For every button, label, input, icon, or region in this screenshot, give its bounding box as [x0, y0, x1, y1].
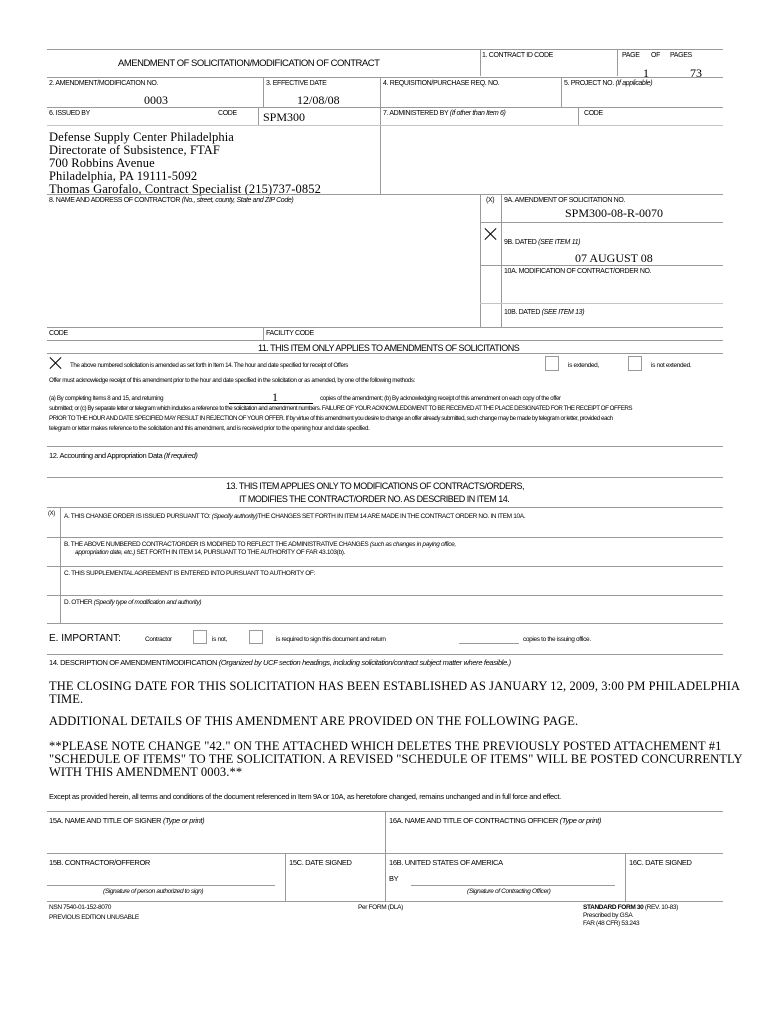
- item-13-b-line2: appropriation date, etc.) SET FORTH IN ITEM 14, PURSUANT TO THE AUTHORITY OF FAR 43.103(b).: [75, 549, 346, 556]
- project-no-label: 5. PROJECT NO. (If applicable): [564, 80, 653, 87]
- pages-value: 73: [690, 66, 702, 80]
- item-14-paragraph-2: ADDITIONAL DETAILS OF THIS AMENDMENT ARE PROVIDED ON THE FOLLOWING PAGE.: [49, 714, 579, 728]
- important-copies: copies to the issuing office.: [523, 636, 591, 643]
- issuer-address: Defense Supply Center Philadelphia Directorate of Subsistence, FTAF 700 Robbins Avenue Philadelphia, PA 19111-5092 Thomas Garofalo, Contract Specialist (215)737-0852: [49, 130, 321, 196]
- 16c-label: 16C. DATE SIGNED: [629, 858, 692, 867]
- item-11-line4: submitted; or (c) By separate letter or telegram which includes a reference to the solicitation and amendment numbers. FAILURE OF YOUR ACKNOWLEDGMENT TO BE RECEIVED AT THE PLACE DESIGNATED FOR THE RECEIPT OF OFFERS: [49, 405, 633, 412]
- important-is-not: is not,: [212, 636, 227, 643]
- issued-code-label: CODE: [218, 110, 237, 117]
- mod-10a-label: 10A. MODIFICATION OF CONTRACT/ORDER NO.: [504, 268, 652, 275]
- 15a-label: 15A. NAME AND TITLE OF SIGNER (Type or print): [49, 816, 205, 825]
- far-reference: FAR (48 CFR) 53.243: [583, 920, 640, 927]
- amendment-no-value: 0003: [144, 93, 168, 107]
- is-required-checkbox[interactable]: [249, 630, 263, 644]
- important-contractor: Contractor: [145, 636, 172, 643]
- facility-code-label: FACILITY CODE: [266, 330, 314, 337]
- per-form: Per FORM (DLA): [358, 904, 403, 911]
- item-13-title2: IT MODIFIES THE CONTRACT/ORDER NO. AS DESCRIBED IN ITEM 14.: [239, 494, 510, 504]
- item-11-checked-x-icon: [50, 357, 62, 369]
- item-11-line3b: copies of the amendment; (b) By acknowledging receipt of this amendment on each copy of the offer: [320, 395, 561, 402]
- of-label: OF: [651, 52, 661, 59]
- item-12-label: 12. Accounting and Appropriation Data (If required): [49, 451, 198, 460]
- prescribed-by: Prescribed by GSA: [583, 912, 633, 919]
- is-not-extended-label: is not extended.: [651, 362, 692, 369]
- 15c-label: 15C. DATE SIGNED: [289, 858, 352, 867]
- signature-person-caption: (Signature of person authorized to sign): [103, 888, 204, 895]
- x-column-label: (X): [486, 197, 495, 204]
- page-label: PAGE: [622, 52, 640, 59]
- dated-9b-label: 9B. DATED (SEE ITEM 11): [504, 239, 581, 246]
- dated-10b-label: 10B. DATED (SEE ITEM 13): [504, 309, 585, 316]
- 15b-label: 15B. CONTRACTOR/OFFEROR: [49, 858, 150, 867]
- item-14-paragraph-1: THE CLOSING DATE FOR THIS SOLICITATION HAS BEEN ESTABLISHED AS JANUARY 12, 2009, 3:00 PM PHILADELPHIA TIME.: [49, 679, 741, 706]
- item-13-d: D. OTHER (Specify type of modification and authority): [64, 599, 202, 606]
- item-13-b-line1: B. THE ABOVE NUMBERED CONTRACT/ORDER IS MODIFIED TO REFLECT THE ADMINISTRATIVE CHANGES (such as changes in paying office,: [64, 541, 456, 548]
- item-13-title1: 13. THIS ITEM APPLIES ONLY TO MODIFICATIONS OF CONTRACTS/ORDERS,: [226, 481, 525, 491]
- contractor-code-label: CODE: [49, 330, 68, 337]
- page-value: 1: [643, 66, 649, 80]
- item-11-line5: PRIOR TO THE HOUR AND DATE SPECIFIED MAY RESULT IN REJECTION OF YOUR OFFER. If by virtue of this amendment you desire to change an offer already submitted, such change may be made by telegram or letter, provided each: [49, 415, 613, 422]
- item-14-paragraph-3: **PLEASE NOTE CHANGE "42." ON THE ATTACHED WHICH DELETES THE PREVIOUSLY POSTED ATTACHEMENT #1 "SCHEDULE OF ITEMS" TO THE SOLICITATION. A REVISED "SCHEDULE OF ITEMS" WILL BE POSTED CONCURRENTLY WITH THIS AMENDMENT 0003.**: [49, 739, 743, 779]
- nsn-number: NSN 7540-01-152-8070: [49, 904, 112, 911]
- req-no-label: 4. REQUISITION/PURCHASE REQ. NO.: [383, 80, 500, 87]
- extended-checkbox[interactable]: [545, 356, 559, 371]
- item-11-line6: telegram or letter makes reference to the solicitation and this amendment, and is received prior to the opening hour and date specified.: [49, 425, 370, 432]
- item-11-line1: The above numbered solicitation is amended as set forth in Item 14. The hour and date specified for receipt of Offers: [70, 362, 349, 369]
- previous-edition: PREVIOUS EDITION UNUSABLE: [49, 914, 139, 921]
- amend-sol-value: SPM300-08-R-0070: [565, 206, 664, 220]
- administered-by-label: 7. ADMINISTERED BY (If other than Item 6): [383, 110, 506, 117]
- not-extended-checkbox[interactable]: [628, 356, 642, 371]
- important-label: E. IMPORTANT:: [49, 633, 121, 644]
- important-is-required: is required to sign this document and return: [276, 636, 386, 643]
- except-clause: Except as provided herein, all terms and conditions of the document referenced in Item 9A or 10A, as heretofore changed, remains unchanged and in full force and effect.: [49, 792, 561, 801]
- signature-officer-caption: (Signature of Contracting Officer): [467, 888, 551, 895]
- amend-sol-label: 9A. AMENDMENT OF SOLICITATION NO.: [504, 197, 626, 204]
- issued-by-label: 6. ISSUED BY: [49, 110, 90, 117]
- form-title: AMENDMENT OF SOLICITATION/MODIFICATION OF CONTRACT: [118, 58, 380, 69]
- 9b-checked-x-icon: [485, 228, 497, 240]
- item-13-x-label: (X): [48, 511, 55, 517]
- is-extended-label: is extended,: [568, 362, 599, 369]
- effective-date-label: 3. EFFECTIVE DATE: [266, 80, 327, 87]
- item-13-a: A. THIS CHANGE ORDER IS ISSUED PURSUANT TO: (Specify authority)THE CHANGES SET FORTH IN ITEM 14 ARE MADE IN THE CONTRACT ORDER NO. IN ITEM 10A.: [64, 513, 526, 520]
- contract-id-code-label: 1. CONTRACT ID CODE: [482, 52, 554, 59]
- amendment-no-label: 2. AMENDMENT/MODIFICATION NO.: [49, 80, 159, 87]
- item-13-c: C. THIS SUPPLEMENTAL AGREEMENT IS ENTERED INTO PURSUANT TO AUTHORITY OF:: [64, 570, 315, 577]
- 16b-label: 16B. UNITED STATES OF AMERICA: [389, 858, 503, 867]
- is-not-checkbox[interactable]: [193, 630, 207, 644]
- standard-form: STANDARD FORM 30 (REV. 10-83): [583, 904, 678, 911]
- issued-code-value: SPM300: [263, 110, 306, 124]
- item-14-label: 14. DESCRIPTION OF AMENDMENT/MODIFICATION (Organized by UCF section headings, including solicitation/contract subject matter where feasible.): [49, 658, 511, 667]
- pages-label: PAGES: [670, 52, 692, 59]
- item-11-line3a: (a) By completing Items 8 and 15, and returning: [49, 395, 164, 402]
- admin-code-label: CODE: [584, 110, 603, 117]
- by-label: BY: [389, 874, 399, 883]
- dated-9b-value: 07 AUGUST 08: [575, 251, 653, 265]
- 16a-label: 16A. NAME AND TITLE OF CONTRACTING OFFICER (Type or print): [389, 816, 601, 825]
- contractor-label: 8. NAME AND ADDRESS OF CONTRACTOR (No., street, county, State and ZIP Code): [49, 197, 294, 204]
- effective-date-value: 12/08/08: [297, 93, 340, 107]
- item-11-line2: Offer must acknowledge receipt of this amendment prior to the hour and date specified in the solicitation or as amended, by one of the following methods:: [49, 377, 415, 384]
- copies-value: 1: [272, 390, 278, 404]
- item-11-title: 11. THIS ITEM ONLY APPLIES TO AMENDMENTS OF SOLICITATIONS: [258, 343, 520, 353]
